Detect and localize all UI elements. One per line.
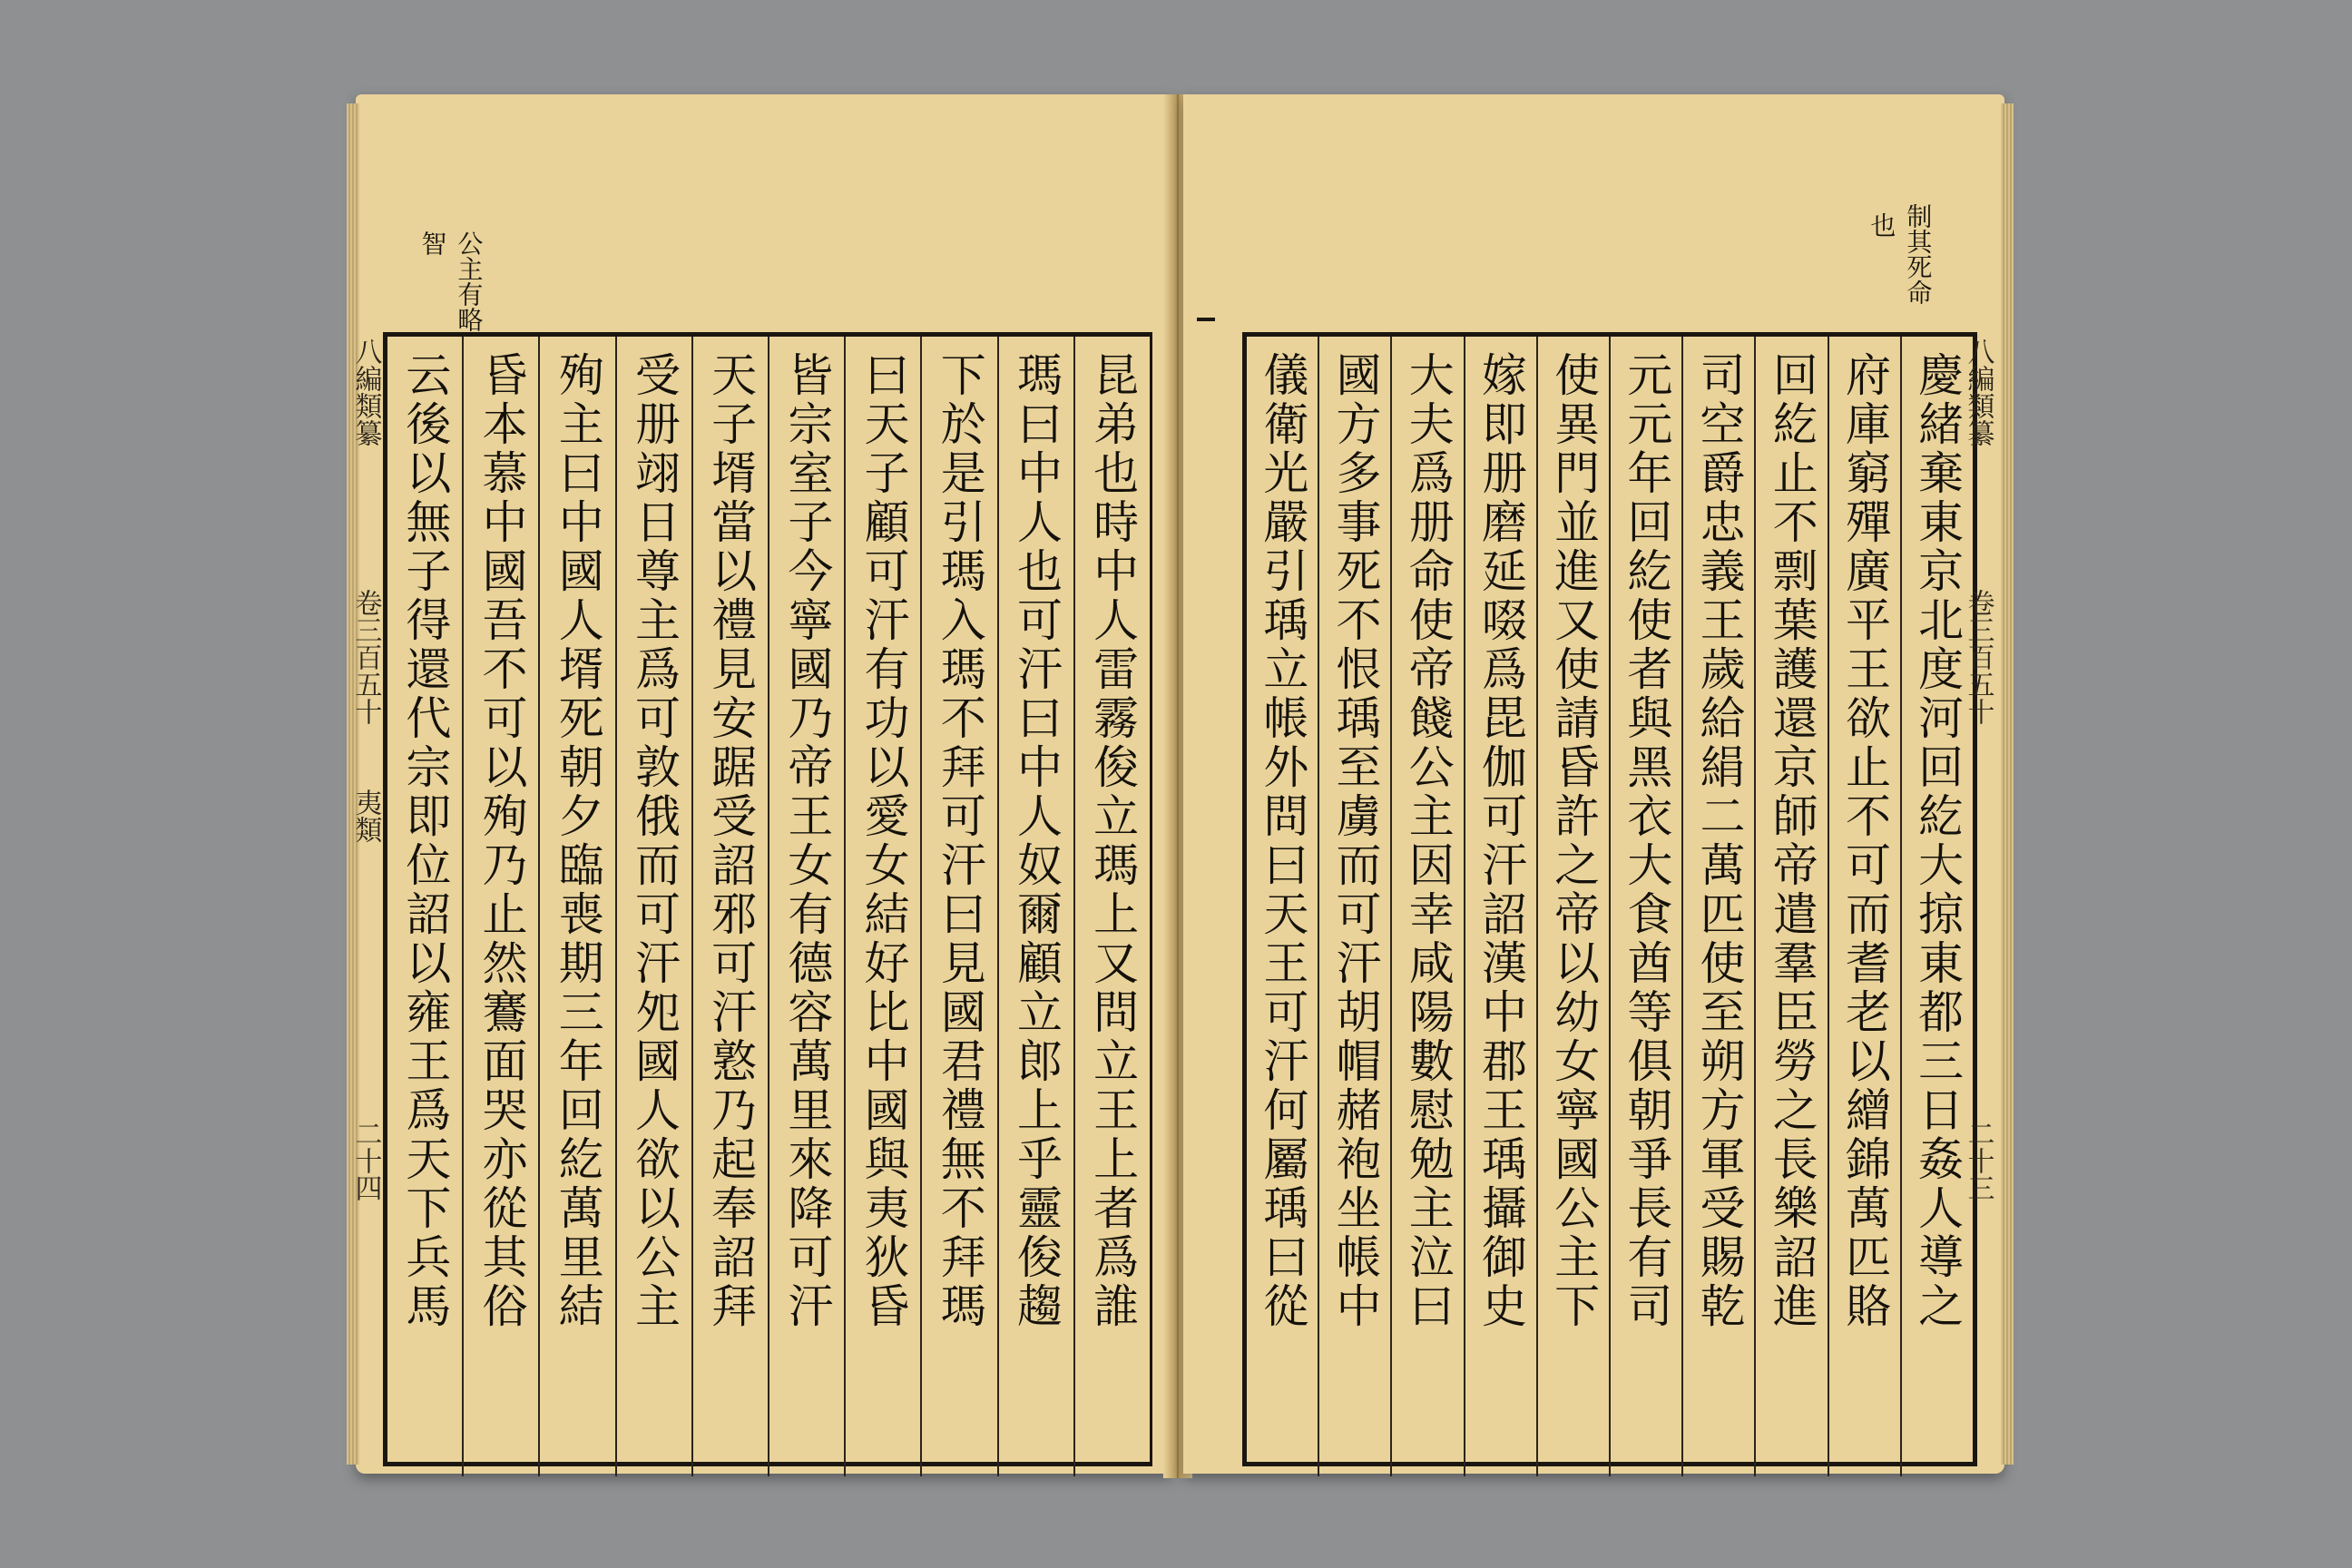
text-column: 受册翊日尊主爲可敦俄而可汗夗國人欲以公主 [615,337,691,1476]
open-book [349,94,2007,1478]
text-column: 皆宗室子今寧國乃帝王女有德容萬里來降可汗 [768,337,844,1476]
text-column: 府庫窮殫廣平王欲止不可而耆老以繒錦萬匹賂 [1828,337,1900,1476]
left-page [349,94,1172,1474]
margin-annotation-sub: 也 [1867,212,1897,238]
margin-annotation-sub: 智 [417,230,448,256]
text-columns [1247,337,1973,1462]
text-column: 云後以無子得還代宗即位詔以雍王爲天下兵馬 [398,351,452,1331]
text-frame [383,332,1152,1466]
text-column: 儀衛光嚴引瑀立帳外問曰天王可汗何屬瑀曰從 [1256,351,1309,1331]
text-column: 下於是引瑪入瑪不拜可汗曰見國君禮無不拜瑪 [920,337,996,1476]
text-column: 昏本慕中國吾不可以殉乃止然鶱面哭亦從其俗 [462,337,538,1476]
spine-folio: 二十四 [349,1120,382,1201]
spine-title: 八編類纂 [349,338,382,446]
spine-volume: 卷三百五十 [349,589,382,725]
spine-section: 夷類 [349,789,382,843]
text-column: 國方多事死不恨瑀至虜而可汗胡帽赭袍坐帳中 [1318,337,1390,1476]
margin-annotation: 制其死命 [1903,203,1934,305]
text-column: 嫁即册磨延啜爲毘伽可汗詔漢中郡王瑀攝御史 [1464,337,1536,1476]
page-edge [2001,103,2014,1465]
fishtail-mark [1197,318,1215,321]
text-column: 天子壻當以禮見安踞受詔邪可汗憝乃起奉詔拜 [691,337,768,1476]
text-column: 瑪曰中人也可汗曰中人奴爾顧立郎上乎靈俊趨 [997,337,1073,1476]
text-column: 司空爵忠義王歲給絹二萬匹使至朔方軍受賜乾 [1681,337,1754,1476]
text-column: 大夫爲册命使帝餞公主因幸咸陽數慰勉主泣曰 [1390,337,1463,1476]
text-columns [387,337,1150,1462]
text-column: 殉主曰中國人壻死朝夕臨喪期三年回紇萬里結 [538,337,614,1476]
text-frame [1242,332,1977,1466]
text-column: 昆弟也時中人雷霧俊立瑪上又問立王上者爲誰 [1073,337,1150,1476]
text-column: 曰天子顧可汗有功以愛女結好比中國與夷狄昏 [844,337,920,1476]
page-edge [347,103,359,1465]
spine-title: 八編類纂 [1962,338,1994,446]
text-column: 元元年回紇使者與黑衣大食酋等俱朝爭長有司 [1609,337,1681,1476]
text-column: 使異門並進又使請昏許之帝以幼女寧國公主下 [1536,337,1609,1476]
text-column: 慶緒棄東京北度河回紇大掠東都三日姦人導之 [1900,337,1973,1476]
right-page [1183,94,2004,1474]
margin-annotation: 公主有略 [454,230,485,332]
text-column: 回紇止不剽葉護還京師帝遣羣臣勞之長樂詔進 [1754,337,1827,1476]
spine-volume: 卷三百五十 [1962,589,1994,725]
spine-folio: 二十三 [1962,1120,1994,1201]
